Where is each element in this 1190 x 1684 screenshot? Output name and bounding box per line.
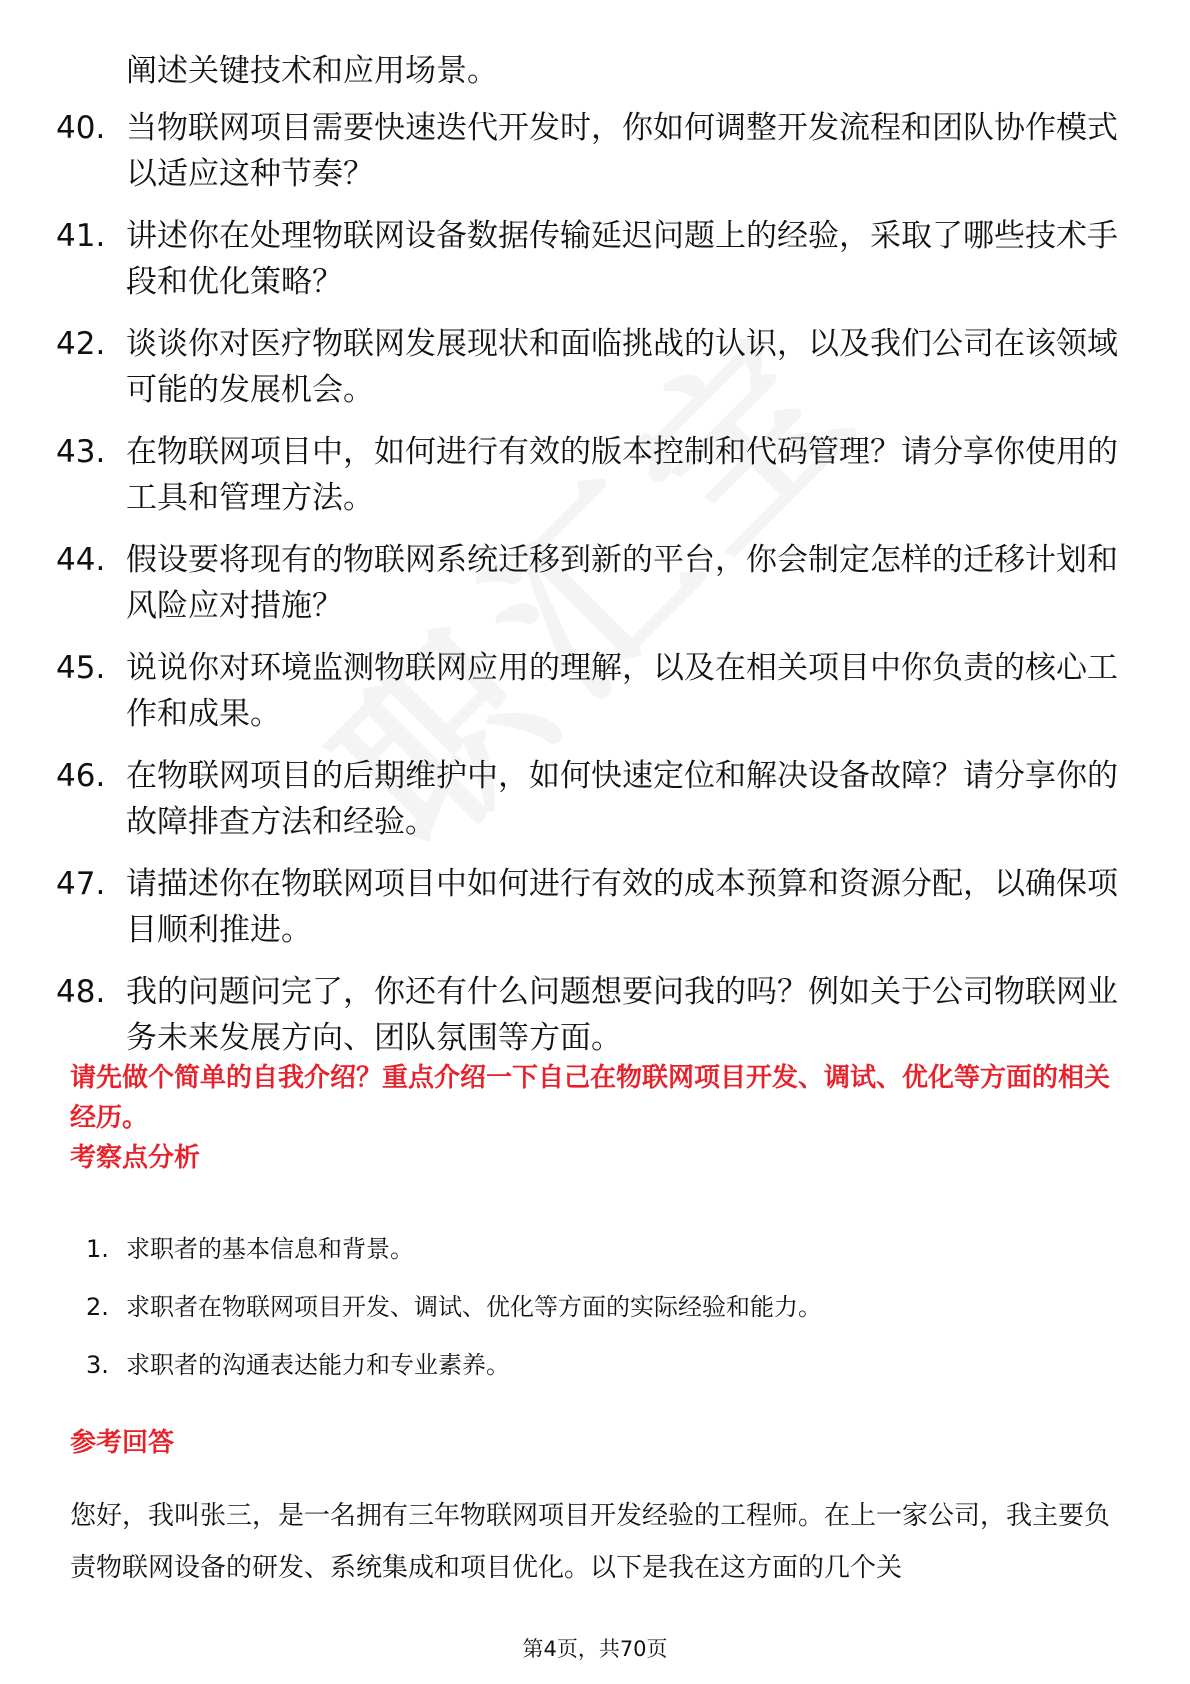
- analysis-number: 1.: [86, 1235, 109, 1263]
- list-item: [56, 321, 1126, 413]
- question-text: 在物联网项目的后期维护中，如何快速定位和解决设备故障？请分享你的故障排查方法和经验。: [126, 758, 1118, 840]
- reference-title: 参考回答: [70, 1428, 175, 1458]
- question-number: 44.: [56, 542, 106, 578]
- list-item: [56, 645, 1126, 737]
- analysis-text: 求职者在物联网项目开发、调试、优化等方面的实际经验和能力。: [126, 1293, 822, 1321]
- question-number: 41.: [56, 218, 106, 254]
- question-number: 42.: [56, 326, 106, 362]
- list-item: [56, 969, 1126, 1061]
- highlight-question: 请先做个简单的自我介绍？重点介绍一下自己在物联网项目开发、调试、优化等方面的相关经历。: [70, 1063, 1111, 1133]
- question-number: 45.: [56, 650, 106, 686]
- analysis-list: [86, 1232, 1086, 1406]
- analysis-title: 考察点分析: [70, 1143, 201, 1173]
- question-text: 请描述你在物联网项目中如何进行有效的成本预算和资源分配，以确保项目顺利推进。: [126, 866, 1118, 948]
- list-item: [56, 861, 1126, 953]
- question-text: 当物联网项目需要快速迭代开发时，你如何调整开发流程和团队协作模式以适应这种节奏？: [126, 110, 1118, 192]
- continuation-text: 阐述关键技术和应用场景。: [126, 53, 498, 89]
- list-item: [56, 537, 1126, 629]
- analysis-text: 求职者的沟通表达能力和专业素养。: [126, 1351, 510, 1379]
- question-text: 假设要将现有的物联网系统迁移到新的平台，你会制定怎样的迁移计划和风险应对措施？: [126, 542, 1118, 624]
- question-text: 讲述你在处理物联网设备数据传输延迟问题上的经验，采取了哪些技术手段和优化策略？: [126, 218, 1118, 300]
- list-item: [56, 213, 1126, 305]
- analysis-number: 3.: [86, 1351, 109, 1379]
- list-item: [56, 105, 1126, 197]
- reference-answer: 您好，我叫张三，是一名拥有三年物联网项目开发经验的工程师。在上一家公司，我主要负责物联网设备的研发、系统集成和项目优化。以下是我在这方面的几个关: [70, 1501, 1111, 1583]
- question-number: 47.: [56, 866, 106, 902]
- question-number: 40.: [56, 110, 106, 146]
- question-text: 我的问题问完了，你还有什么问题想要问我的吗？例如关于公司物联网业务未来发展方向、团队氛围等方面。: [126, 974, 1118, 1056]
- question-list: [56, 105, 1126, 1077]
- question-text: 谈谈你对医疗物联网发展现状和面临挑战的认识，以及我们公司在该领域可能的发展机会。: [126, 326, 1118, 408]
- list-item: [86, 1348, 1086, 1382]
- question-number: 43.: [56, 434, 106, 470]
- question-number: 48.: [56, 974, 106, 1010]
- list-item: [56, 753, 1126, 845]
- analysis-number: 2.: [86, 1293, 109, 1321]
- question-number: 46.: [56, 758, 106, 794]
- list-item: [86, 1232, 1086, 1266]
- analysis-text: 求职者的基本信息和背景。: [126, 1235, 414, 1263]
- question-text: 说说你对环境监测物联网应用的理解，以及在相关项目中你负责的核心工作和成果。: [126, 650, 1118, 732]
- page-footer: 第4页，共70页: [522, 1637, 668, 1661]
- question-text: 在物联网项目中，如何进行有效的版本控制和代码管理？请分享你使用的工具和管理方法。: [126, 434, 1118, 516]
- list-item: [86, 1290, 1086, 1324]
- list-item: [56, 429, 1126, 521]
